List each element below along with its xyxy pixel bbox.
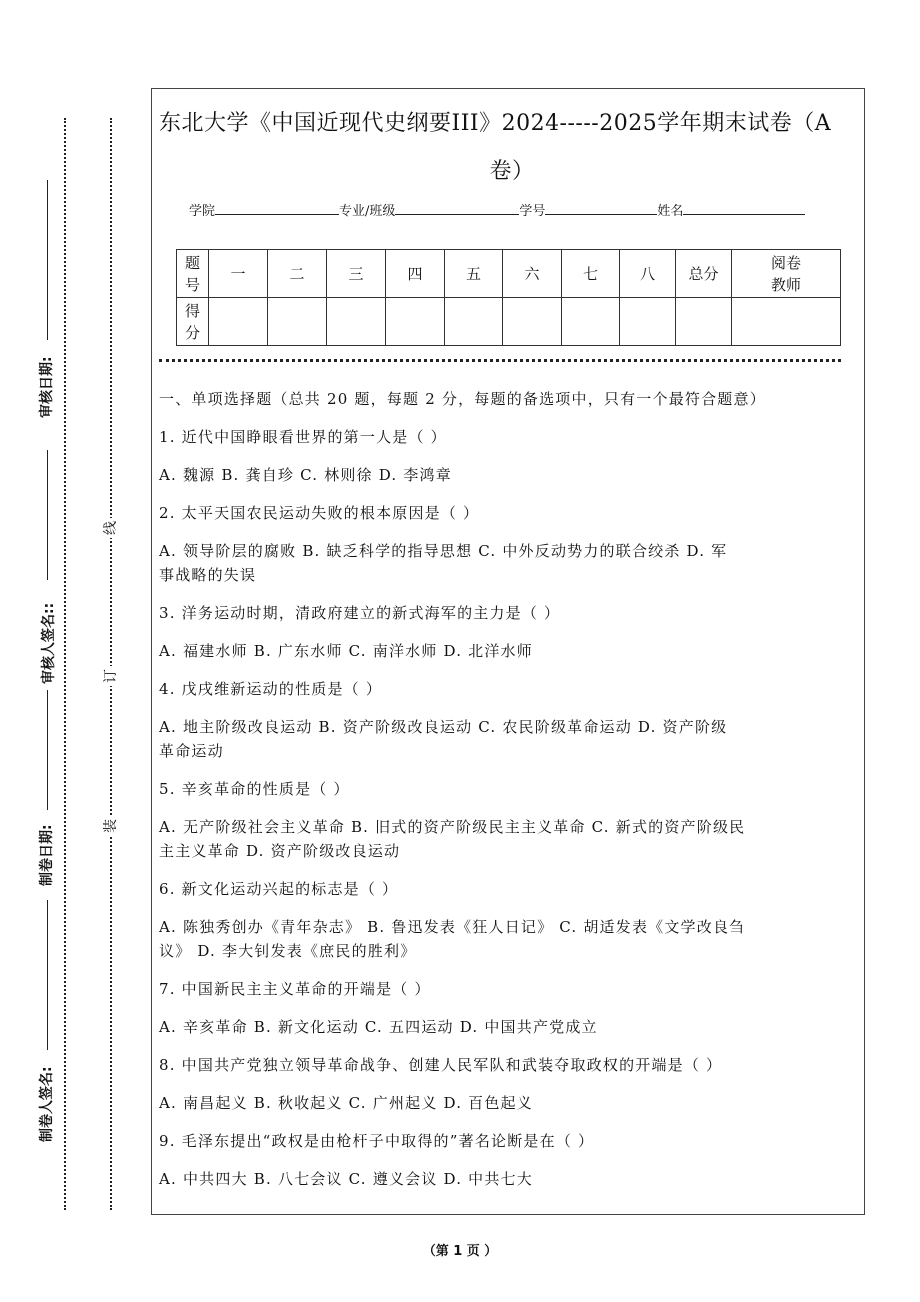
score-col-3: 三: [327, 250, 386, 298]
college-field[interactable]: [215, 200, 339, 215]
maker-sign-underline: [47, 900, 48, 1050]
score-cell[interactable]: [562, 298, 620, 346]
exam-title-line1: 东北大学《中国近现代史纲要III》2024-----2025学年期末试卷（A: [159, 111, 832, 136]
review-date-label: 审核日期:: [36, 356, 56, 420]
make-date-underline: [47, 690, 48, 810]
question-2-options: A. 领导阶层的腐败 B. 缺乏科学的指导思想 C. 中外反动势力的联合绞杀 D. 军: [159, 542, 728, 560]
question-7-options: A. 辛亥革命 B. 新文化运动 C. 五四运动 D. 中国共产党成立: [159, 1018, 598, 1036]
question-1-options: A. 魏源 B. 龚自珍 C. 林则徐 D. 李鸿章: [159, 466, 452, 484]
score-table-head-cell: [177, 250, 209, 298]
binding-dotted-line-outer: [64, 118, 66, 1210]
score-row-head-top: 得: [184, 301, 200, 320]
question-5-options: A. 无产阶级社会主义革命 B. 旧式的资产阶级民主主义革命 C. 新式的资产阶级民: [159, 818, 746, 836]
score-cell-grader[interactable]: [732, 298, 841, 346]
exam-title: [159, 100, 865, 196]
score-col-5: 五: [445, 250, 503, 298]
student-no-field[interactable]: [545, 200, 657, 215]
major-label: 专业/班级: [339, 204, 396, 219]
score-col-7: 七: [562, 250, 620, 298]
score-cell[interactable]: [268, 298, 327, 346]
score-cell[interactable]: [386, 298, 445, 346]
grader-top: 阅卷: [770, 253, 801, 272]
score-table-row-scores: [177, 298, 841, 346]
exam-title-line2: 卷）: [489, 159, 535, 184]
score-col-8: 八: [620, 250, 676, 298]
score-col-total: 总分: [676, 250, 732, 298]
question-3-options: A. 福建水师 B. 广东水师 C. 南洋水师 D. 北洋水师: [159, 642, 533, 660]
name-field[interactable]: [683, 200, 805, 215]
score-col-4: 四: [386, 250, 445, 298]
question-6-options: A. 陈独秀创办《青年杂志》 B. 鲁迅发表《狂人日记》 C. 胡适发表《文学改良刍: [159, 918, 746, 936]
review-date-underline: [47, 180, 48, 340]
score-cell[interactable]: [503, 298, 562, 346]
grader-bottom: 教师: [770, 275, 801, 294]
score-col-grader: [732, 250, 841, 298]
binding-dotted-line-inner: [110, 118, 112, 1210]
score-cell[interactable]: [209, 298, 268, 346]
question-6-stem: 6. 新文化运动兴起的标志是（ ）: [159, 880, 399, 898]
question-8-stem: 8. 中国共产党独立领导革命战争、创建人民军队和武装夺取政权的开端是（ ）: [159, 1056, 723, 1074]
reviewer-sign-label: 审核人签名::: [38, 586, 58, 686]
make-date-label: 制卷日期:: [36, 824, 56, 888]
college-label: 学院: [189, 204, 216, 219]
question-3-stem: 3. 洋务运动时期，清政府建立的新式海军的主力是（ ）: [159, 604, 561, 622]
score-table-row-header: [177, 250, 841, 298]
reviewer-sign-underline: [47, 450, 48, 580]
score-col-2: 二: [268, 250, 327, 298]
question-5-stem: 5. 辛亥革命的性质是（ ）: [159, 780, 350, 798]
score-col-1: 一: [209, 250, 268, 298]
score-row-head-cell: [177, 298, 209, 346]
bind-order-char: 订: [100, 666, 120, 686]
question-7-stem: 7. 中国新民主主义革命的开端是（ ）: [159, 980, 431, 998]
score-col-6: 六: [503, 250, 562, 298]
question-5-options-cont: 主主义革命 D. 资产阶级改良运动: [159, 842, 401, 860]
bind-mount-char: 装: [100, 816, 120, 836]
question-9-stem: 9. 毛泽东提出“政权是由枪杆子中取得的”著名论断是在（ ）: [159, 1132, 595, 1150]
question-1-stem: 1. 近代中国睁眼看世界的第一人是（ ）: [159, 428, 447, 446]
maker-sign-label: 制卷人签名:: [36, 1060, 56, 1144]
score-head-top: 题: [184, 253, 200, 272]
page-number: （第 1 页 ）: [422, 1244, 498, 1259]
question-4-stem: 4. 戊戌维新运动的性质是（ ）: [159, 680, 383, 698]
question-8-options: A. 南昌起义 B. 秋收起义 C. 广州起义 D. 百色起义: [159, 1094, 533, 1112]
question-4-options: A. 地主阶级改良运动 B. 资产阶级改良运动 C. 农民阶级革命运动 D. 资产阶级: [159, 718, 728, 736]
bind-line-char: 线: [100, 518, 120, 538]
question-2-stem: 2. 太平天国农民运动失败的根本原因是（ ）: [159, 504, 480, 522]
question-6-options-cont: 议》 D. 李大钊发表《庶民的胜利》: [159, 942, 417, 960]
score-cell[interactable]: [445, 298, 503, 346]
name-label: 姓名: [657, 204, 684, 219]
score-cell[interactable]: [620, 298, 676, 346]
question-2-options-cont: 事战略的失误: [159, 566, 257, 584]
score-table: [176, 249, 841, 346]
score-cell[interactable]: [327, 298, 386, 346]
major-field[interactable]: [395, 200, 519, 215]
section-divider: [159, 359, 841, 362]
student-no-label: 学号: [519, 204, 546, 219]
score-head-bottom: 号: [184, 275, 200, 294]
score-row-head-bottom: 分: [184, 323, 200, 342]
score-cell-total[interactable]: [676, 298, 732, 346]
question-4-options-cont: 革命运动: [159, 742, 224, 760]
section-heading: 一、单项选择题（总共 20 题，每题 2 分，每题的备选项中，只有一个最符合题意）: [159, 390, 766, 408]
student-info-row: [189, 200, 805, 219]
question-9-options: A. 中共四大 B. 八七会议 C. 遵义会议 D. 中共七大: [159, 1170, 533, 1188]
